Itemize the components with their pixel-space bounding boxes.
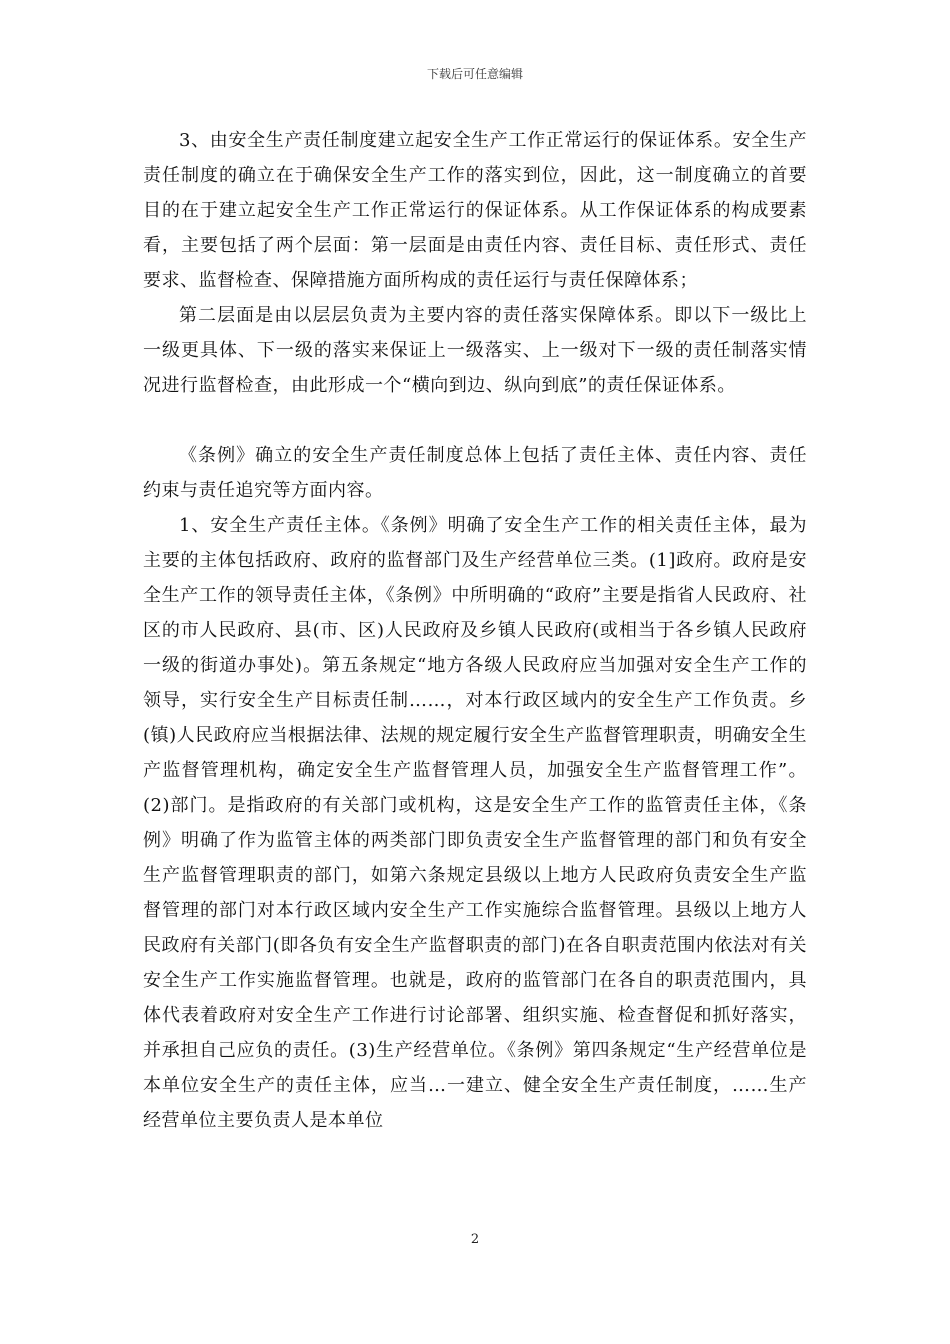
document-body [143, 123, 807, 1138]
paragraph-gap [143, 403, 807, 438]
page-number: 2 [470, 1232, 480, 1247]
paragraph-regulation-overview: 《条例》确立的安全生产责任制度总体上包括了责任主体、责任内容、责任约束与责任追究等方面内容。 [143, 445, 807, 501]
paragraph-responsibility-subjects: 1、安全生产责任主体。《条例》明确了安全生产工作的相关责任主体，最为主要的主体包括政府、政府的监督部门及生产经营单位三类。(1]政府。政府是安全生产工作的领导责任主体，《条例》中所明确的“政府”主要是指省人民政府、社区的市人民政府、县(市、区)人民政府及乡镇人民政府(或相当于各乡镇人民政府一级的街道办事处)。第五条规定“地方各级人民政府应当加强对安全生产工作的领导，实行安全生产目标责任制……，对本行政区域内的安全生产工作负责。乡(镇)人民政府应当根据法律、法规的规定履行安全生产监督管理职责，明确安全生产监督管理机构，确定安全生产监督管理人员，加强安全生产监督管理工作”。(2)部门。是指政府的有关部门或机构，这是安全生产工作的监管责任主体，《条例》明确了作为监管主体的两类部门即负责安全生产监督管理的部门和负有安全生产监督管理职责的部门，如第六条规定县级以上地方人民政府负责安全生产监督管理的部门对本行政区域内安全生产工作实施综合监督管理。县级以上地方人民政府有关部门(即各负有安全生产监督职责的部门)在各自职责范围内依法对有关安全生产工作实施监督管理。也就是，政府的监管部门在各自的职责范围内，具体代表着政府对安全生产工作进行讨论部署、组织实施、检查督促和抓好落实，并承担自己应负的责任。(3)生产经营单位。《条例》第四条规定“生产经营单位是本单位安全生产的责任主体，应当…一建立、健全安全生产责任制度，……生产经营单位主要负责人是本单位 [143, 515, 807, 1131]
page-header: 下载后可任意编辑 [426, 67, 523, 81]
paragraph-second-level: 第二层面是由以层层负责为主要内容的责任落实保障体系。即以下一级比上一级更具体、下一级的落实来保证上一级落实、上一级对下一级的责任制落实情况进行监督检查，由此形成一个“横向到边、纵向到底”的责任保证体系。 [143, 305, 807, 396]
paragraph-safety-guarantee-system: 3、由安全生产责任制度建立起安全生产工作正常运行的保证体系。安全生产责任制度的确立在于确保安全生产工作的落实到位，因此，这一制度确立的首要目的在于建立起安全生产工作正常运行的保证体系。从工作保证体系的构成要素看，主要包括了两个层面：第一层面是由责任内容、责任目标、责任形式、责任要求、监督检查、保障措施方面所构成的责任运行与责任保障体系； [143, 130, 807, 291]
